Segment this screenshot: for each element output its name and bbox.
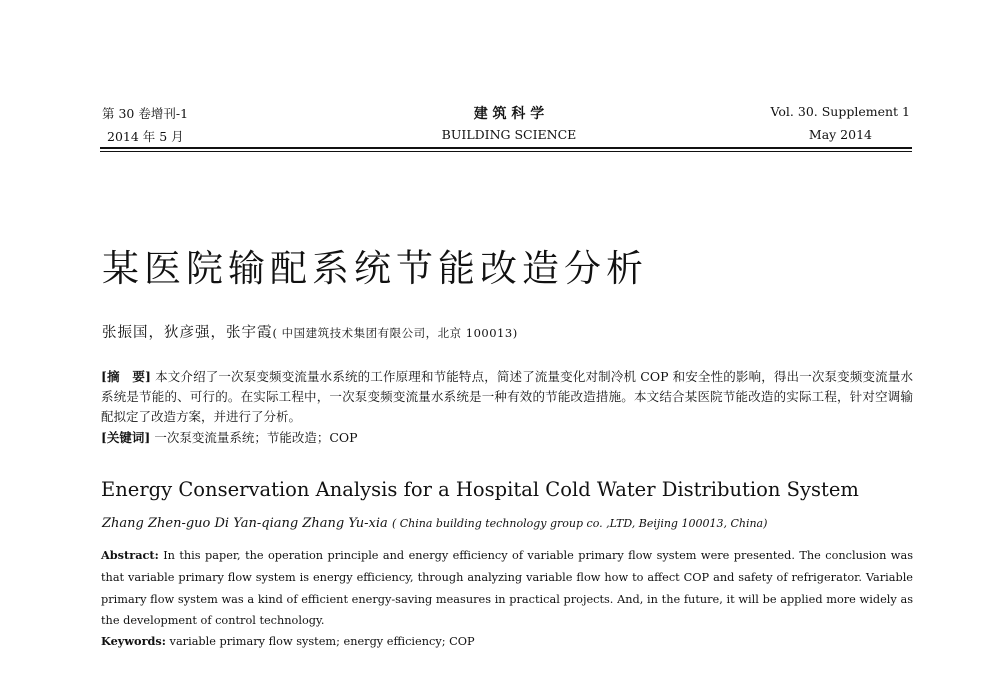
date-cn: 2014 年 5 月 <box>107 129 184 144</box>
affiliation-en: ( China building technology group co. ,LTD, Beijing 100013, China) <box>391 517 768 530</box>
header-rule-thick <box>100 147 912 149</box>
date-en: May 2014 <box>808 127 872 142</box>
volume-cn: 第 30 卷增刊-1 <box>102 106 189 121</box>
journal-name-en: BUILDING SCIENCE <box>441 127 577 142</box>
keywords-text-en: variable primary flow system; energy efficiency; COP <box>165 635 475 648</box>
authors-en <box>102 516 767 531</box>
abstract-text-en: In this paper, the operation principle and energy efficiency of variable primary flow system were presented. The conclusion was that variable primary flow system is energy efficiency, through analyzing variable flow how to affect COP and safety of refrigerator. Variable primary flow system was a kind of efficient energy-saving measures in practical projects. And, in the future, it will be applied more widely as the development of control technology. <box>101 549 913 628</box>
volume-en: Vol. 30. Supplement 1 <box>770 104 910 119</box>
title-cn: 某医院输配系统节能改造分析 <box>102 247 648 290</box>
abstract-en <box>101 545 913 632</box>
abstract-text-cn: 本文介绍了一次泵变频变流量水系统的工作原理和节能特点，简述了流量变化对制冷机 COP 和安全性的影响，得出一次泵变频变流量水系统是节能的、可行的。在实际工程中，一次泵变频变流量水系统是一种有效的节能改造措施。本文结合某医院节能改造的实际工程，针对空调输配拟定了改造方案，并进行了分析。 <box>101 369 913 424</box>
authors-cn <box>102 321 518 342</box>
journal-name-cn: 建 筑 科 学 <box>473 106 545 122</box>
keywords-text-cn: 一次泵变流量系统；节能改造；COP <box>154 430 358 445</box>
header-rule-thin <box>100 151 912 152</box>
title-en: Energy Conservation Analysis for a Hospital Cold Water Distribution System <box>101 478 859 501</box>
abstract-cn <box>101 367 913 427</box>
author-names-cn: 张振国，狄彦强，张宇霞 <box>102 325 273 341</box>
affiliation-cn: ( 中国建筑技术集团有限公司，北京 100013) <box>272 326 518 340</box>
abstract-label-en: Abstract: <box>101 548 159 562</box>
keywords-en <box>101 631 913 653</box>
keywords-label-cn: [关键词] <box>101 430 151 445</box>
keywords-label-en: Keywords: <box>101 634 166 648</box>
keywords-cn <box>101 428 913 448</box>
author-names-en: Zhang Zhen-guo Di Yan-qiang Zhang Yu-xia <box>102 516 388 531</box>
abstract-label-cn: [摘 要] <box>101 369 151 384</box>
